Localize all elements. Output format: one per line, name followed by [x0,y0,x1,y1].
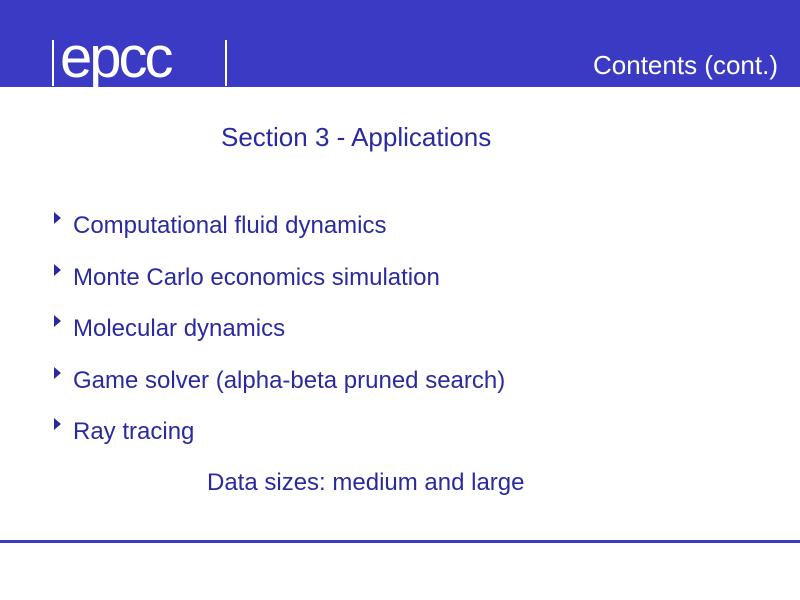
bullet-label: Game solver (alpha-beta pruned search) [73,366,506,394]
triangle-right-icon [54,315,61,327]
triangle-right-icon [54,418,61,430]
bullet-label: Molecular dynamics [73,315,286,342]
footer-divider [0,540,800,543]
data-sizes-note: Data sizes: medium and large [207,469,525,496]
section-title: Section 3 - Applications [221,122,492,152]
triangle-right-icon [54,264,61,276]
logo-right-bar [225,40,227,86]
header-banner [0,0,800,90]
epcc-logo: epcc [60,25,171,90]
bullet-label: Ray tracing [73,418,195,445]
logo-left-bar [52,40,54,86]
bullet-label: Computational fluid dynamics [73,212,387,239]
triangle-right-icon [54,212,61,224]
bullet-label: Monte Carlo economics simulation [73,263,440,291]
slide-title: Contents (cont.) [593,50,778,80]
triangle-right-icon [54,367,61,379]
